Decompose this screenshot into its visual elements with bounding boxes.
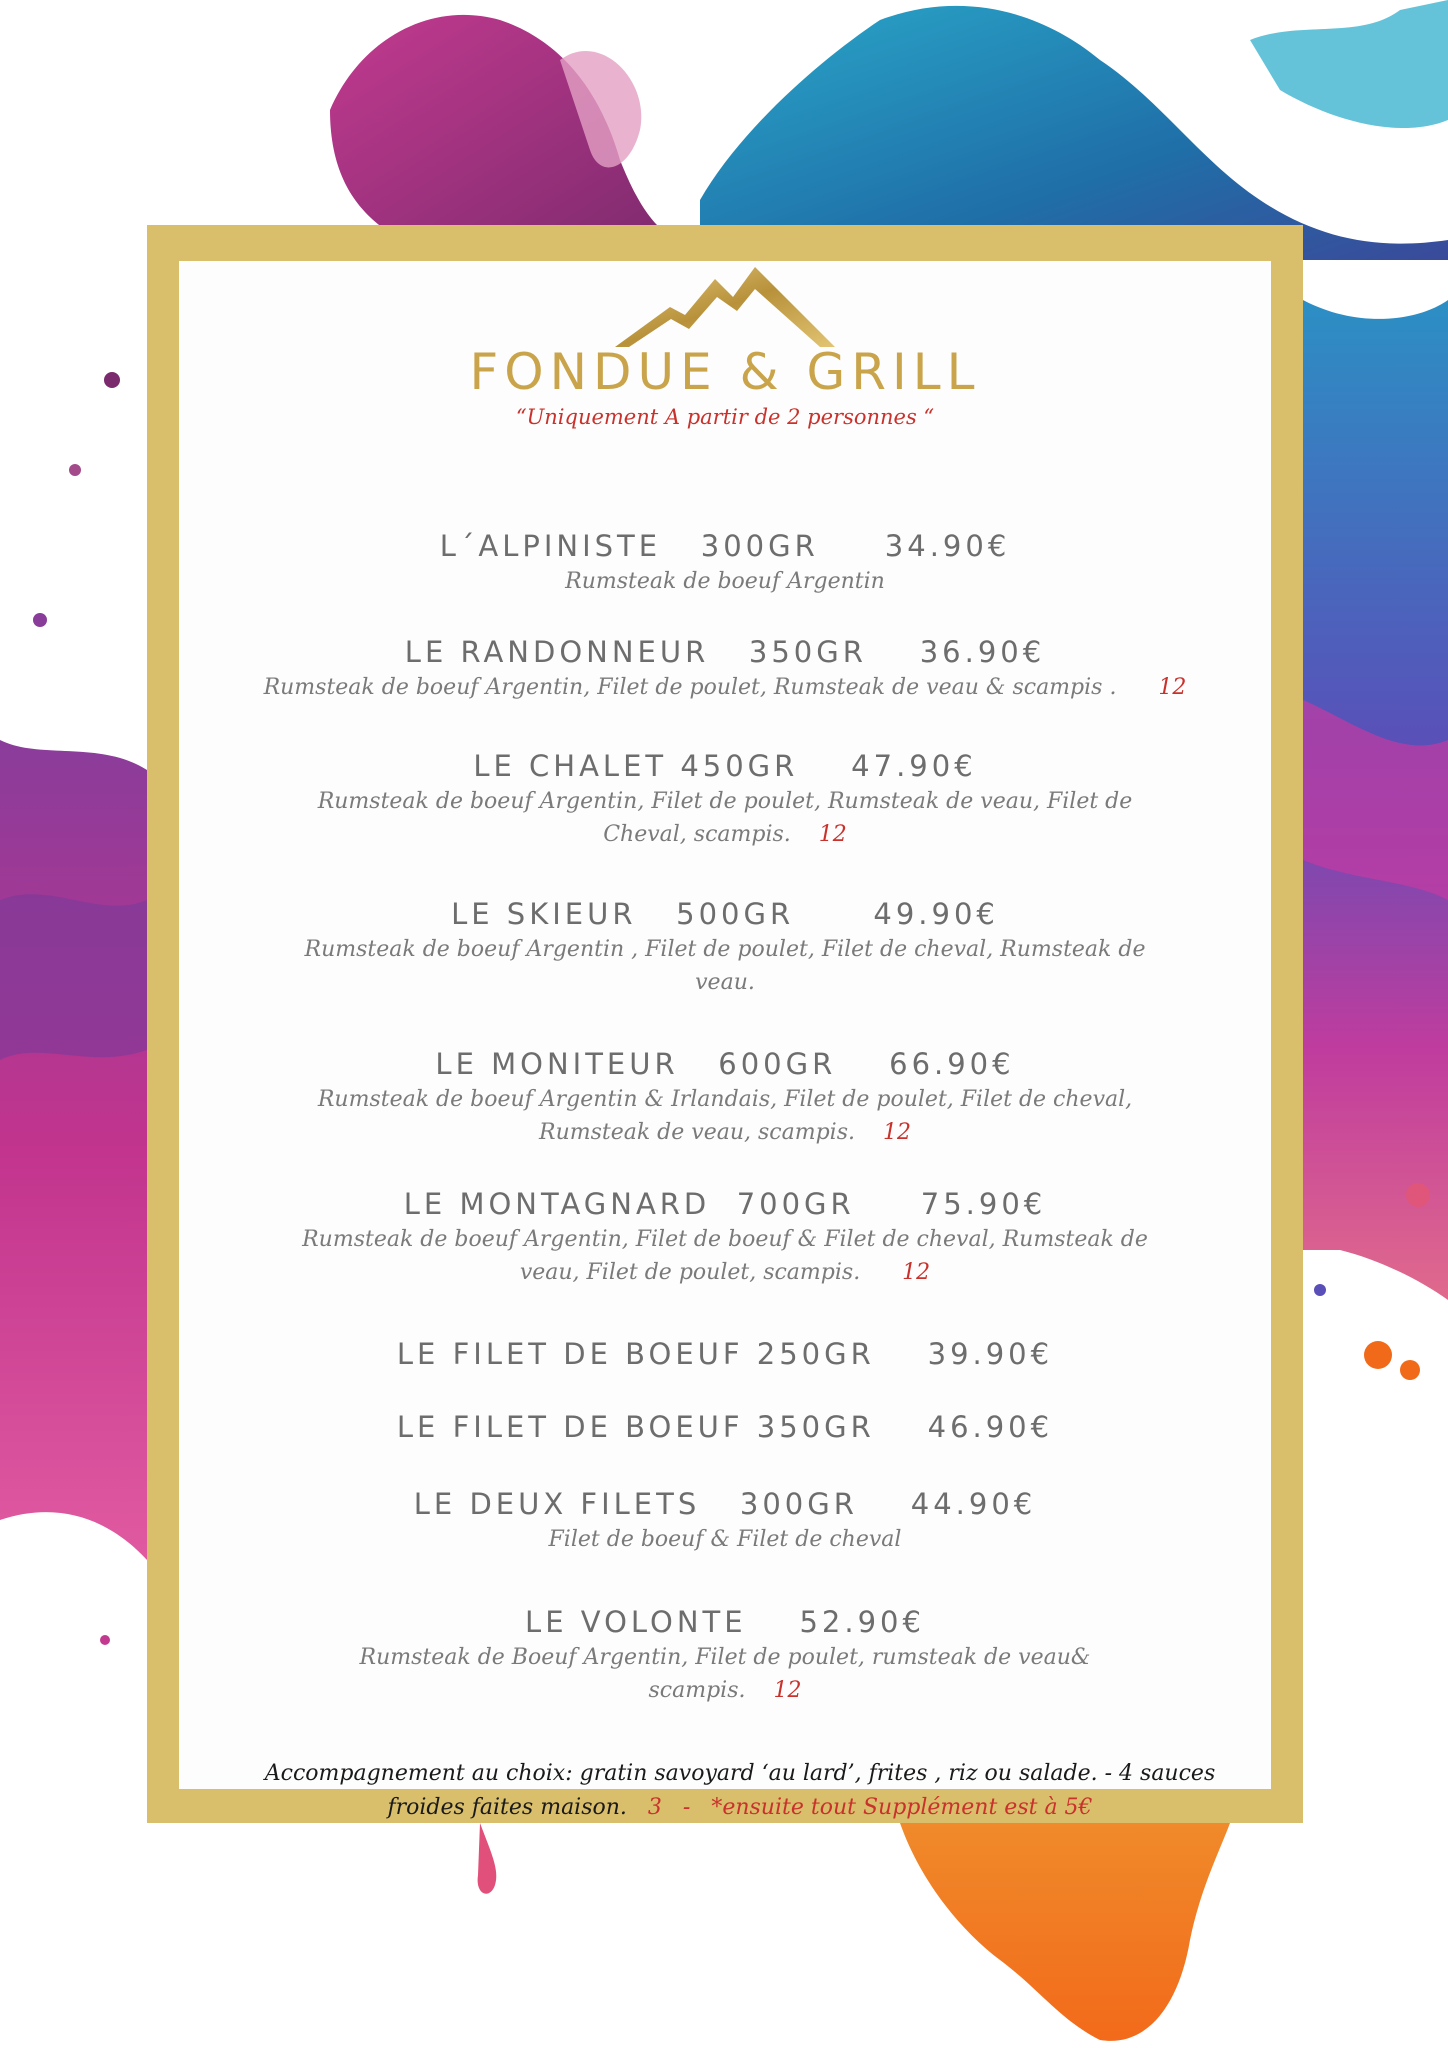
allergen-number: 12	[882, 1120, 911, 1145]
menu-item-filet-250	[179, 1337, 1271, 1371]
item-description: Rumsteak de boeuf Argentin, Filet de boeuf & Filet de cheval, Rumsteak de veau, Filet de poulet, scampis. 12	[302, 1227, 1148, 1285]
mountain-icon	[615, 267, 835, 349]
footer-separator: -	[682, 1795, 698, 1820]
allergen-number: 12	[1158, 675, 1187, 700]
menu-item-volonte	[179, 1605, 1271, 1707]
item-name: LE RANDONNEUR 350GR 36.90€	[404, 635, 1046, 669]
page-subtitle: “Uniquement A partir de 2 personnes “	[515, 405, 935, 429]
menu-item-alpiniste	[179, 529, 1271, 598]
item-name: LE FILET DE BOEUF 350GR 46.90€	[396, 1410, 1054, 1444]
menu-item-montagnard	[179, 1187, 1271, 1289]
menu-item-filet-350	[179, 1410, 1271, 1444]
item-name: LE MONITEUR 600GR 66.90€	[435, 1047, 1015, 1081]
menu-header	[179, 267, 1271, 429]
item-description: Rumsteak de boeuf Argentin, Filet de poulet, Rumsteak de veau & scampis . 12	[263, 675, 1187, 700]
menu-item-deux-filets	[179, 1487, 1271, 1556]
item-description: Rumsteak de boeuf Argentin , Filet de poulet, Filet de cheval, Rumsteak de veau.	[304, 937, 1146, 995]
menu-item-skieur	[179, 897, 1271, 999]
menu-item-chalet	[179, 749, 1271, 851]
menu-item-moniteur	[179, 1047, 1271, 1149]
footer-supplement-note: *ensuite tout Supplément est à 5€	[711, 1795, 1093, 1820]
allergen-number: 12	[818, 822, 847, 847]
item-name: LE FILET DE BOEUF 250GR 39.90€	[396, 1337, 1054, 1371]
item-name: L´ALPINISTE 300GR 34.90€	[439, 529, 1011, 563]
item-description: Rumsteak de boeuf Argentin	[565, 569, 885, 594]
item-name: LE DEUX FILETS 300GR 44.90€	[413, 1487, 1037, 1521]
item-description: Rumsteak de Boeuf Argentin, Filet de poulet, rumsteak de veau& scampis. 12	[359, 1645, 1091, 1703]
menu-card	[179, 261, 1271, 1820]
menu-footer-note	[249, 1757, 1231, 1825]
page-title: FONDUE & GRILL	[469, 343, 981, 401]
item-name: LE MONTAGNARD 700GR 75.90€	[403, 1187, 1047, 1221]
allergen-number: 12	[902, 1260, 931, 1285]
item-name: LE SKIEUR 500GR 49.90€	[451, 897, 999, 931]
footer-text: Accompagnement au choix: gratin savoyard ‘au lard’, frites , riz ou salade. - 4 sauces froides faites maison.	[264, 1761, 1216, 1820]
allergen-number: 12	[773, 1678, 802, 1703]
item-name: LE CHALET 450GR 47.90€	[473, 749, 977, 783]
item-name: LE VOLONTE 52.90€	[525, 1605, 925, 1639]
menu-frame	[147, 225, 1303, 1823]
item-description: Rumsteak de boeuf Argentin & Irlandais, Filet de poulet, Filet de cheval, Rumsteak de veau, scampis. 12	[317, 1087, 1133, 1145]
item-description: Rumsteak de boeuf Argentin, Filet de poulet, Rumsteak de veau, Filet de Cheval, scampis. 12	[317, 789, 1133, 847]
footer-allergen: 3	[647, 1795, 662, 1820]
menu-item-randonneur	[179, 635, 1271, 704]
item-description: Filet de boeuf & Filet de cheval	[548, 1527, 902, 1552]
